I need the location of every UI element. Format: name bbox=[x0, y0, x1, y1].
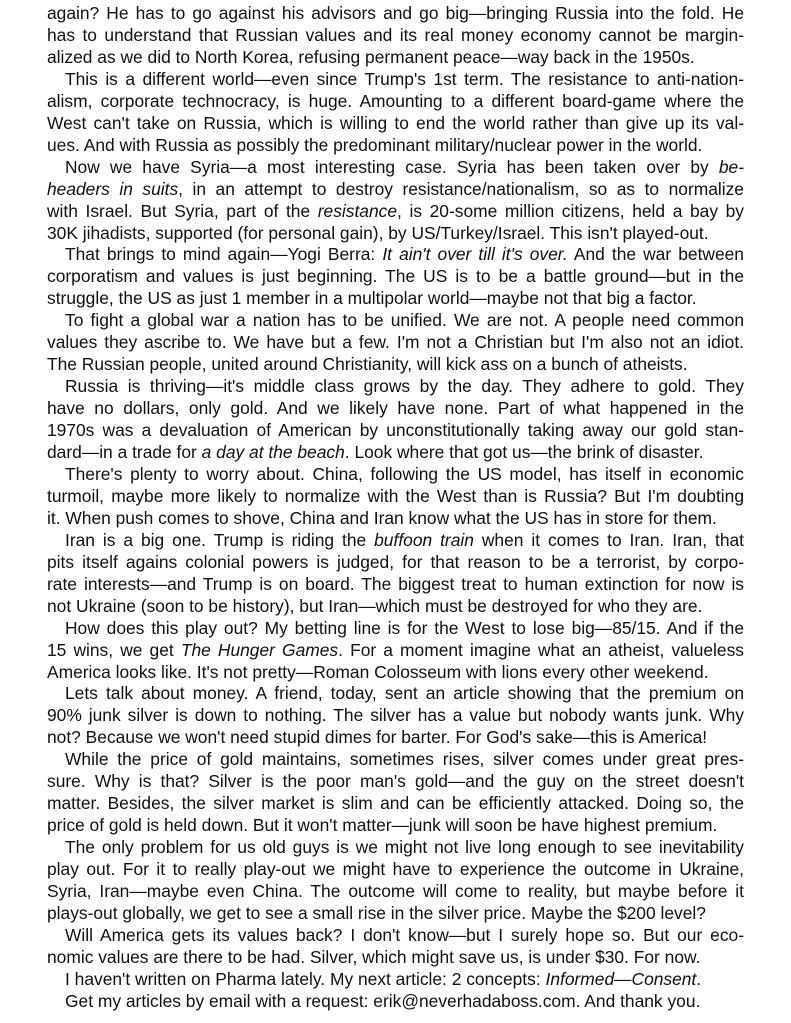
text-span: Lets talk about money. A friend, today, sent an article showing that the premium on bbox=[65, 683, 744, 704]
text-span: turmoil, maybe more likely to normalize with the West than is Russia? But I'm doubting bbox=[47, 485, 744, 506]
text-line bbox=[65, 836, 744, 858]
text-span: matter. Besides, the silver market is slim and can be efficiently attacked. Doing so, the bbox=[47, 793, 744, 814]
text-line bbox=[47, 287, 744, 309]
text-line bbox=[65, 243, 744, 265]
text-line bbox=[47, 704, 744, 726]
text-span: The only problem for us old guys is we might not live long enough to see inevitability bbox=[65, 837, 744, 858]
text-line bbox=[47, 946, 744, 968]
text-line bbox=[47, 792, 744, 814]
text-line bbox=[47, 134, 744, 156]
text-span: To fight a global war a nation has to be unified. We are not. A people need common bbox=[65, 310, 744, 331]
text-span: plays-out globally, we get to see a small rise in the silver price. Maybe the $200 level? bbox=[47, 902, 706, 923]
text-line bbox=[47, 507, 744, 529]
text-span: 90% junk silver is down to nothing. The silver has a value but nobody wants junk. Why bbox=[47, 705, 744, 726]
text-span: That brings to mind again—Yogi Berra: bbox=[65, 244, 383, 265]
text-span: West can't take on Russia, which is willing to end the world rather than give up its val- bbox=[47, 112, 744, 133]
text-line bbox=[65, 68, 744, 90]
text-span: The Russian people, united around Christianity, will kick ass on a bunch of atheists. bbox=[47, 354, 688, 375]
text-line bbox=[65, 968, 744, 990]
text-line bbox=[47, 419, 744, 441]
text-span: dard—in a trade for bbox=[47, 442, 202, 462]
text-span: ues. And with Russia as possibly the predominant military/nuclear power in the world. bbox=[47, 134, 703, 155]
italic-text: Informed—Consent bbox=[545, 968, 697, 989]
text-span: Syria, Iran—maybe even China. The outcome will come to reality, but maybe before it bbox=[47, 881, 744, 901]
text-line bbox=[65, 617, 744, 639]
text-span: And the war between bbox=[567, 244, 744, 265]
italic-text: It ain't over till it's over. bbox=[382, 244, 568, 265]
text-line bbox=[47, 2, 744, 24]
italic-text: headers in suits bbox=[47, 178, 179, 199]
text-line bbox=[47, 90, 744, 112]
text-span: alism, corporate technocracy, is huge. Amounting to a different board-game where the bbox=[47, 90, 744, 111]
text-span: struggle, the US as just 1 member in a multipolar world—maybe not that big a factor. bbox=[47, 288, 697, 309]
italic-text: The Hunger Games bbox=[180, 639, 339, 660]
text-line bbox=[47, 46, 744, 68]
text-span: pits itself agains colonial powers is judged, for that reason to be a terrorist, by corpo- bbox=[47, 551, 744, 572]
italic-text: buffoon train bbox=[374, 529, 474, 550]
text-span: not? Because we won't need stupid dimes for barter. For God's sake—this is America! bbox=[47, 727, 708, 748]
text-line bbox=[47, 200, 744, 222]
text-span: has to understand that Russian values and its real money economy cannot be margin- bbox=[47, 24, 744, 45]
text-line bbox=[47, 595, 744, 617]
text-span: with Israel. But Syria, part of the bbox=[47, 200, 318, 221]
text-line bbox=[47, 222, 744, 244]
text-span: again? He has to go against his advisors and go big—bringing Russia into the fold. He bbox=[47, 3, 744, 23]
text-span: . bbox=[696, 968, 702, 989]
text-span: Now we have Syria—a most interesting case. Syria has been taken over by bbox=[65, 156, 719, 177]
text-line bbox=[47, 858, 744, 880]
text-span: it. When push comes to shove, China and Iran know what the US has in store for them. bbox=[47, 507, 717, 528]
text-span: . For a moment imagine what an atheist, valueless bbox=[338, 639, 744, 660]
text-span: How does this play out? My betting line is for the West to lose big—85/15. And if the bbox=[65, 617, 744, 638]
text-span: Get my articles by email with a request: erik@neverhadaboss.com. And thank you. bbox=[65, 990, 701, 1011]
text-line bbox=[47, 24, 744, 46]
text-line bbox=[65, 682, 744, 704]
text-span: , is 20-some million citizens, held a bay by bbox=[397, 200, 744, 221]
text-line bbox=[65, 375, 744, 397]
text-line bbox=[47, 265, 744, 287]
text-line bbox=[47, 397, 744, 419]
text-line bbox=[47, 353, 744, 375]
text-span: Will America gets its values back? I don't know—but I surely hope so. But our eco- bbox=[65, 924, 744, 945]
text-span: 30K jihadists, supported (for personal gain), by US/Turkey/Israel. This isn't played-out. bbox=[47, 222, 709, 243]
text-line bbox=[47, 661, 744, 683]
text-span: corporatism and values is just beginning. The US is to be a battle ground—but in the bbox=[47, 266, 744, 287]
text-line bbox=[47, 726, 744, 748]
text-span: sure. Why is that? Silver is the poor man's gold—and the guy on the street doesn't bbox=[47, 771, 744, 792]
text-line bbox=[47, 331, 744, 353]
text-span: have no dollars, only gold. And we likely have none. Part of what happened in the bbox=[47, 398, 744, 419]
text-span: alized as we did to North Korea, refusing permanent peace—way back in the 1950s. bbox=[47, 46, 695, 67]
text-line bbox=[65, 156, 744, 178]
text-span: values they ascribe to. We have but a few. I'm not a Christian but I'm also not an idiot. bbox=[47, 332, 744, 353]
text-line bbox=[47, 178, 744, 200]
text-line bbox=[65, 309, 744, 331]
text-line bbox=[47, 573, 744, 595]
text-line bbox=[65, 924, 744, 946]
text-span: This is a different world—even since Trump's 1st term. The resistance to anti-nation- bbox=[65, 68, 744, 89]
text-span: Russia is thriving—it's middle class grows by the day. They adhere to gold. They bbox=[65, 376, 744, 397]
text-line bbox=[47, 485, 744, 507]
text-span: rate interests—and Trump is on board. The biggest treat to human extinction for now is bbox=[47, 573, 744, 594]
text-span: I haven't written on Pharma lately. My next article: 2 concepts: bbox=[65, 968, 546, 989]
text-span: , in an attempt to destroy resistance/nationalism, so as to normalize bbox=[178, 178, 744, 199]
text-span: not Ukraine (soon to be history), but Iran—which must be destroyed for who they are. bbox=[47, 595, 703, 616]
text-span: . Look where that got us—the brink of disaster. bbox=[344, 442, 704, 462]
text-line bbox=[47, 639, 744, 661]
italic-text: a day at the beach bbox=[201, 442, 345, 462]
text-line bbox=[47, 814, 744, 836]
text-line bbox=[65, 463, 744, 485]
text-span: 15 wins, we get bbox=[47, 639, 181, 660]
text-span: 1970s was a devaluation of American by unconstitutionally taking away our gold stan- bbox=[47, 420, 744, 441]
text-span: price of gold is held down. But it won't matter—junk will soon be have highest premium. bbox=[47, 815, 718, 836]
text-line bbox=[65, 748, 744, 770]
text-span: America looks like. It's not pretty—Roman Colosseum with lions every other weekend. bbox=[47, 661, 709, 682]
text-span: Iran is a big one. Trump is riding the bbox=[65, 529, 375, 550]
text-span: nomic values are there to be had. Silver, which might save us, is under $30. For now. bbox=[47, 946, 701, 967]
text-line bbox=[65, 990, 744, 1012]
text-span: There's plenty to worry about. China, following the US model, has itself in economic bbox=[65, 463, 744, 484]
text-line bbox=[47, 770, 744, 792]
text-span: play out. For it to really play-out we might have to experience the outcome in Ukraine, bbox=[47, 859, 744, 880]
text-span: when it comes to Iran. Iran, that bbox=[473, 529, 744, 550]
text-line bbox=[65, 529, 744, 551]
text-line bbox=[47, 551, 744, 573]
italic-text: be- bbox=[718, 156, 744, 177]
text-line bbox=[47, 441, 744, 463]
text-span: While the price of gold maintains, sometimes rises, silver comes under great pres- bbox=[65, 749, 744, 770]
text-line bbox=[47, 880, 744, 902]
italic-text: resistance bbox=[317, 200, 398, 221]
text-line bbox=[47, 112, 744, 134]
text-line bbox=[47, 902, 744, 924]
